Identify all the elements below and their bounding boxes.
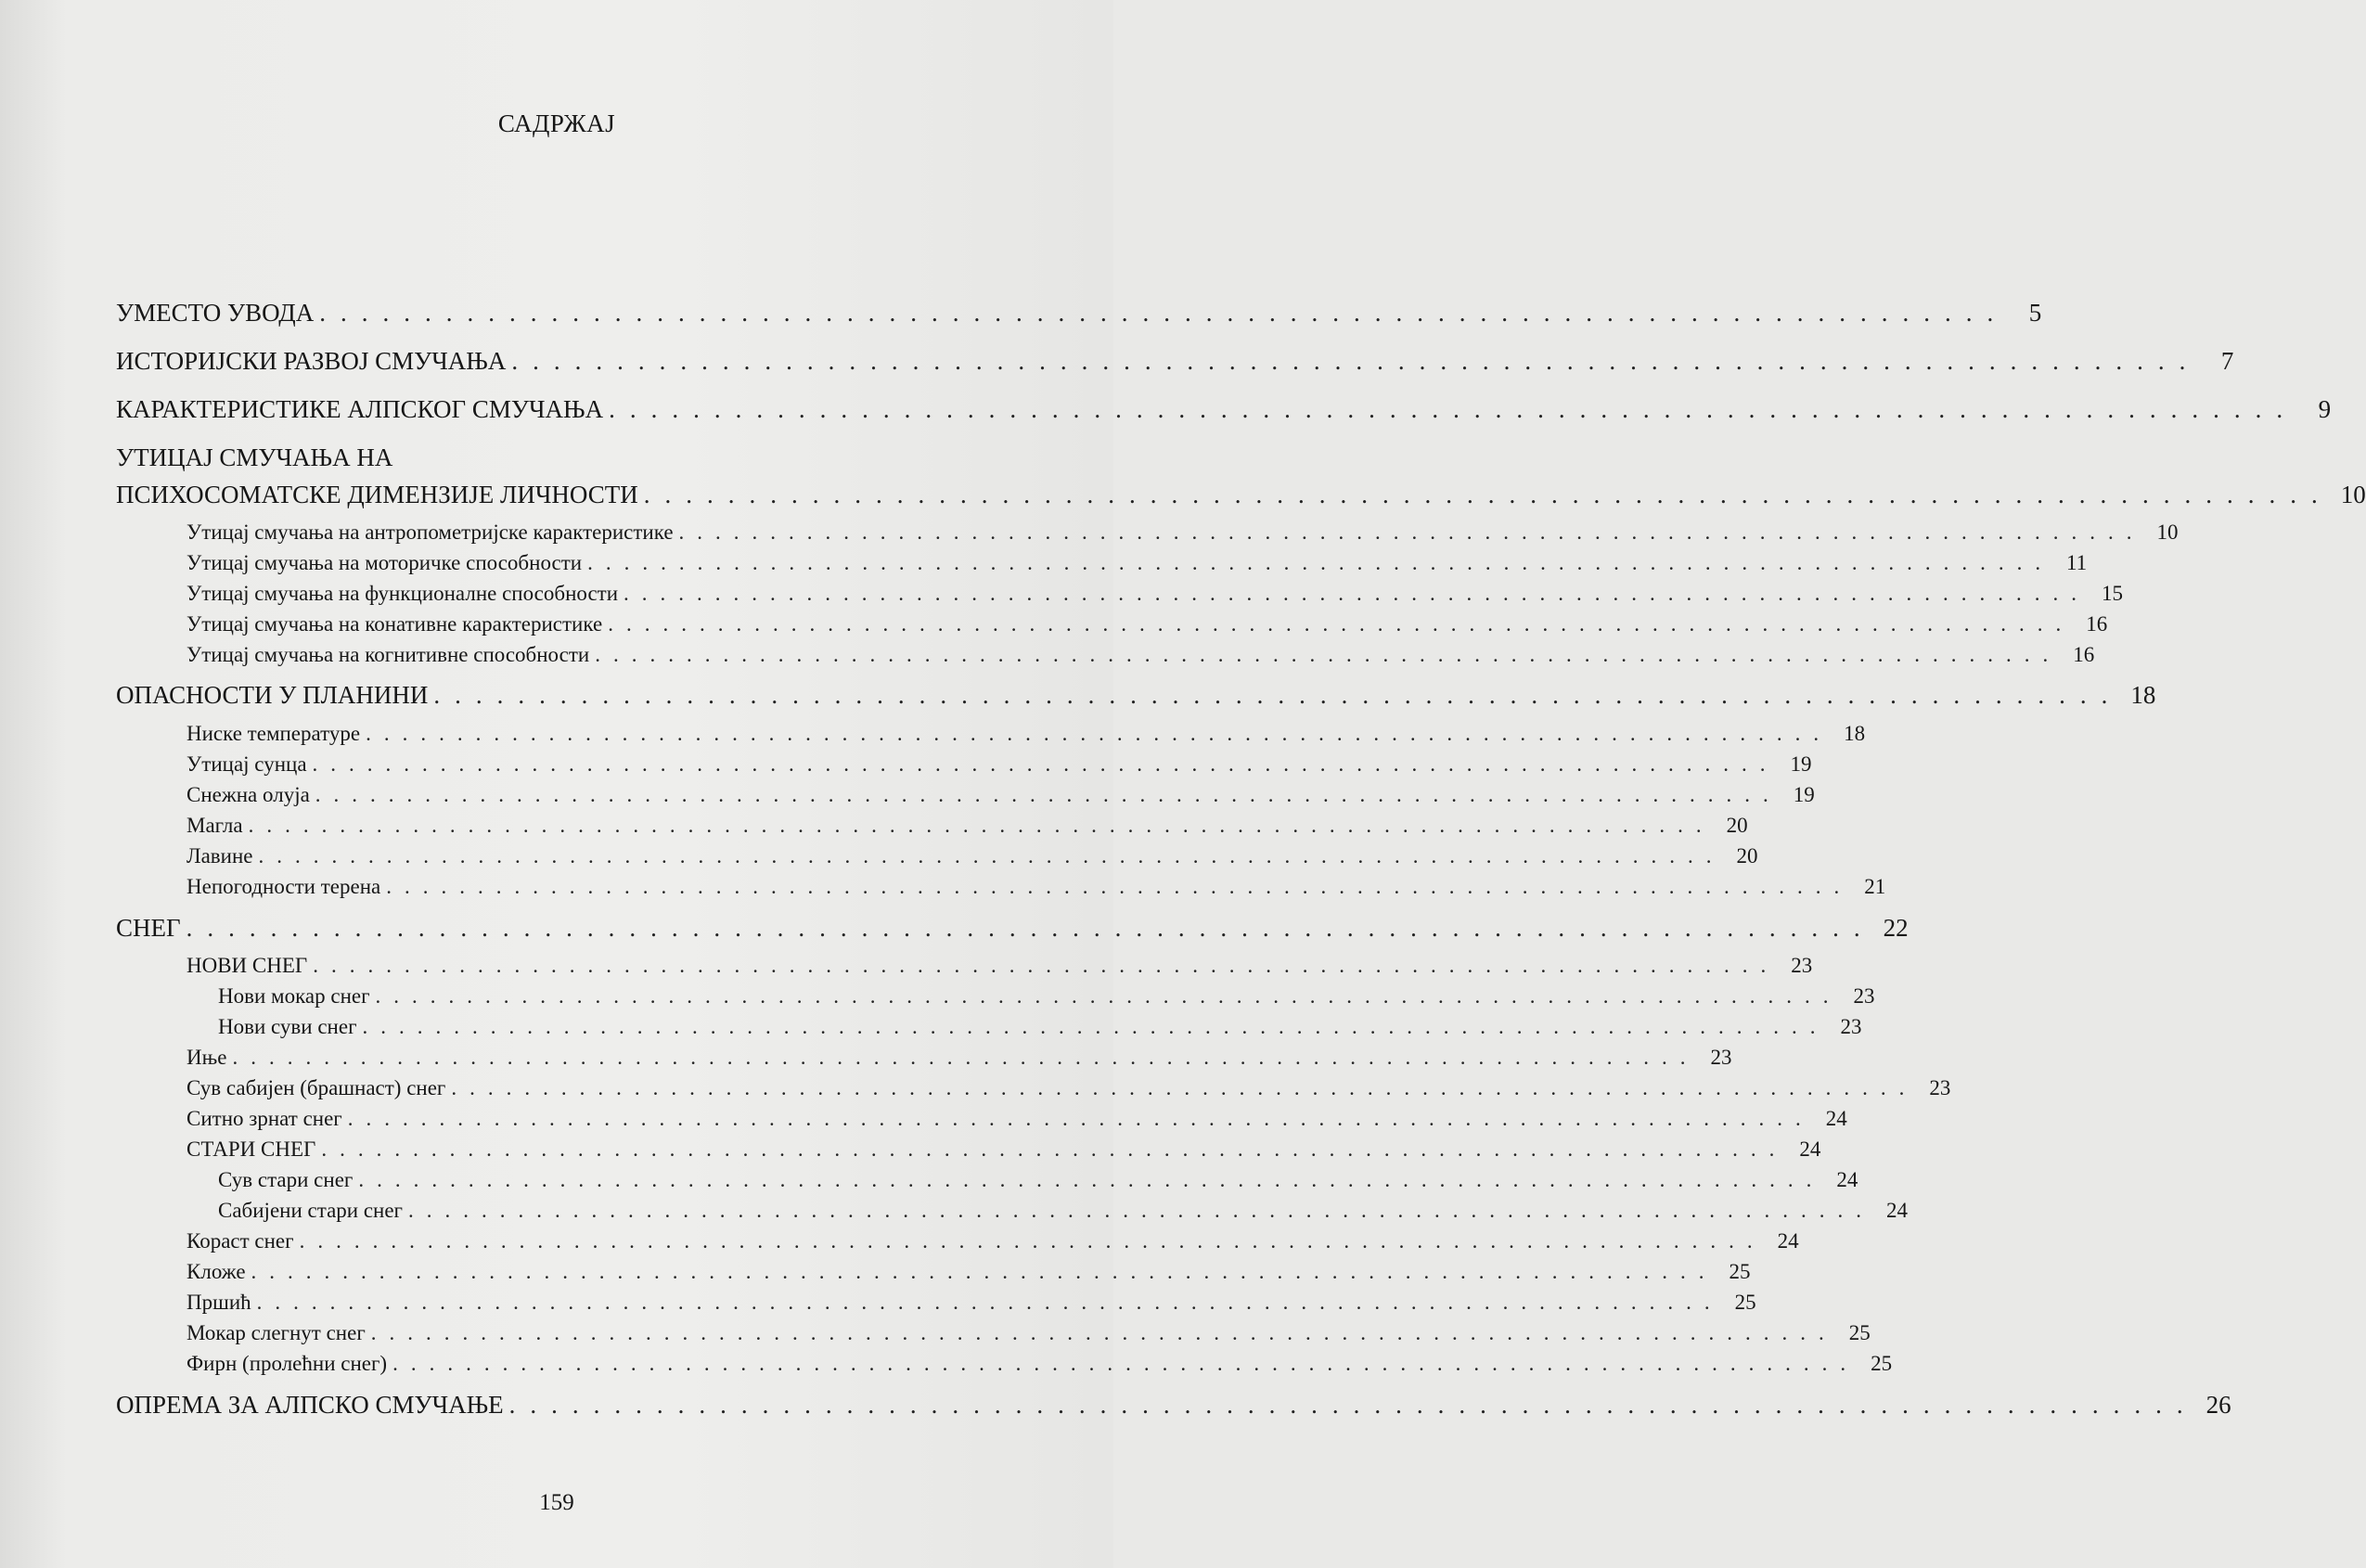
toc-entry bbox=[116, 984, 1875, 1009]
toc-page-number: 23 bbox=[1791, 954, 1813, 977]
toc-entry-title: Мокар слегнут снег bbox=[186, 1321, 366, 1344]
dot-leader: ................................................................................ bbox=[258, 844, 1725, 868]
toc-page-number: 5 bbox=[2028, 299, 2042, 327]
toc-entry bbox=[116, 395, 2332, 424]
toc-page-number: 16 bbox=[2086, 612, 2108, 636]
dot-leader: ................................................................................ bbox=[321, 1137, 1788, 1161]
dot-leader: ................................................................................ bbox=[358, 1168, 1825, 1191]
toc-page-number: 24 bbox=[1825, 1107, 1847, 1130]
dot-leader: ................................................................................ bbox=[362, 1015, 1829, 1038]
toc-entry-title: НОВИ СНЕГ bbox=[186, 954, 308, 977]
toc-entry-title: Утицај смучања на функционалне способности bbox=[186, 582, 619, 605]
dot-leader: ................................................................................ bbox=[511, 347, 2201, 375]
toc-page-number: 23 bbox=[1853, 984, 1875, 1008]
dot-leader: ................................................................................ bbox=[508, 1391, 2198, 1419]
toc-entry-title: ИСТОРИЈСКИ РАЗВОЈ СМУЧАЊА bbox=[116, 347, 507, 375]
toc-entry bbox=[116, 914, 1909, 943]
toc-entry bbox=[116, 347, 2234, 376]
dot-leader: ................................................................................ bbox=[624, 582, 2090, 605]
toc-page-number: 7 bbox=[2220, 347, 2234, 375]
dot-leader: ................................................................................ bbox=[299, 1229, 1766, 1253]
toc-entry bbox=[116, 299, 2042, 328]
dot-leader: ................................................................................ bbox=[256, 1291, 1723, 1314]
toc-entry-title: Снежна олуја bbox=[186, 783, 310, 806]
toc-entry-title: Кложе bbox=[186, 1260, 246, 1283]
dot-leader: ................................................................................ bbox=[370, 1321, 1837, 1344]
toc-entry-title: УТИЦАЈ СМУЧАЊА НА bbox=[116, 443, 393, 471]
dot-leader: ................................................................................ bbox=[375, 984, 1842, 1008]
toc-page-number: 11 bbox=[2065, 551, 2088, 574]
toc-page-number: 23 bbox=[1929, 1076, 1951, 1099]
toc-entry-title: ОПРЕМА ЗА АЛПСКО СМУЧАЊЕ bbox=[116, 1391, 504, 1419]
toc-entry bbox=[116, 1391, 2231, 1420]
toc-entry-title: ОПАСНОСТИ У ПЛАНИНИ bbox=[116, 681, 429, 709]
toc-entry bbox=[116, 722, 1866, 746]
toc-entry bbox=[116, 1168, 1858, 1192]
toc-entry-title: Ињe bbox=[186, 1046, 227, 1069]
dot-leader: ................................................................................ bbox=[313, 954, 1780, 977]
dot-leader: ................................................................................ bbox=[433, 681, 2123, 709]
toc-entry bbox=[116, 752, 1812, 777]
toc-entry-title: Фирн (пролећни снег) bbox=[186, 1352, 388, 1375]
toc-page-number: 25 bbox=[1871, 1352, 1893, 1375]
toc-entry bbox=[116, 521, 2179, 545]
toc-page-number: 25 bbox=[1848, 1321, 1871, 1344]
toc-entry-title: КАРАКТЕРИСТИКЕ АЛПСКОГ СМУЧАЊА bbox=[116, 395, 604, 423]
toc-entry bbox=[116, 1321, 1871, 1345]
toc-entry-title: Пршић bbox=[186, 1291, 251, 1314]
toc-page-number: 21 bbox=[1864, 875, 1886, 898]
toc-entry bbox=[116, 1199, 1908, 1223]
dot-leader: ................................................................................ bbox=[678, 521, 2145, 544]
toc-entry bbox=[116, 1076, 1951, 1100]
toc-entry bbox=[116, 814, 1748, 838]
toc-page-number: 20 bbox=[1736, 844, 1758, 868]
dot-leader: ................................................................................ bbox=[408, 1199, 1874, 1222]
dot-leader: ................................................................................ bbox=[366, 722, 1832, 745]
toc-entry-title: Утицај смучања на когнитивне способности bbox=[186, 643, 590, 666]
toc-entry bbox=[116, 1229, 1799, 1253]
dot-leader: ................................................................................ bbox=[587, 551, 2054, 574]
toc-page-number: 24 bbox=[1777, 1229, 1799, 1253]
toc-page-number: 15 bbox=[2102, 582, 2124, 605]
toc-entry bbox=[116, 1260, 1751, 1284]
dot-leader: ................................................................................ bbox=[595, 643, 2062, 666]
page-number: 159 bbox=[539, 1490, 574, 1515]
toc-entry-title: Непогодности терена bbox=[186, 875, 381, 898]
dot-leader: ................................................................................ bbox=[347, 1107, 1814, 1130]
toc-page-number: 18 bbox=[1844, 722, 1866, 745]
toc-entry-title: Кораст снег bbox=[186, 1229, 294, 1253]
toc-entry bbox=[116, 954, 1813, 978]
toc-entry bbox=[116, 551, 2088, 575]
dot-leader: ................................................................................ bbox=[312, 752, 1779, 776]
toc-entry-title: Утицај смучања на моторичке способности bbox=[186, 551, 583, 574]
toc-entry-title: Сабијени стари снег bbox=[218, 1199, 403, 1222]
toc-entry-title: Утицај смучања на конативне карактеристике bbox=[186, 612, 603, 636]
toc-entry bbox=[116, 1015, 1862, 1039]
toc-page-number: 24 bbox=[1799, 1137, 1821, 1161]
toc-entry bbox=[116, 1291, 1756, 1315]
toc-entry bbox=[116, 443, 1021, 472]
toc-entry bbox=[116, 875, 1886, 899]
page-title: САДРЖАЈ bbox=[497, 109, 616, 137]
toc-entry bbox=[116, 582, 2124, 606]
toc-page-number: 18 bbox=[2130, 681, 2156, 709]
toc-entry-title: Ниске температуре bbox=[186, 722, 361, 745]
toc-entry-title: Утицај смучања на антропометријске карактеристике bbox=[186, 521, 674, 544]
toc-page-number: 25 bbox=[1729, 1260, 1751, 1283]
toc-entry bbox=[116, 681, 2156, 710]
toc-page-number: 24 bbox=[1886, 1199, 1908, 1222]
toc-entry bbox=[116, 1352, 1893, 1376]
toc-entry bbox=[116, 612, 2108, 636]
toc-entry-title: УМЕСТО УВОДА bbox=[116, 299, 315, 327]
toc-page-number: 9 bbox=[2318, 395, 2332, 423]
dot-leader: ................................................................................ bbox=[451, 1076, 1918, 1099]
toc-entry bbox=[116, 643, 2095, 667]
toc-entry-title: Нови суви снег bbox=[218, 1015, 357, 1038]
dot-leader: ................................................................................ bbox=[319, 299, 2009, 327]
toc-page-number: 10 bbox=[2156, 521, 2179, 544]
toc-entry-title: Магла bbox=[186, 814, 243, 837]
toc-page-number: 19 bbox=[1793, 783, 1815, 806]
toc-page-number: 23 bbox=[1840, 1015, 1862, 1038]
dot-leader: ................................................................................ bbox=[248, 814, 1715, 837]
dot-leader: ................................................................................ bbox=[608, 612, 2075, 636]
toc-page-number: 22 bbox=[1883, 914, 1909, 942]
toc-entry-title: Нови мокар снег bbox=[218, 984, 370, 1008]
toc-page-number: 20 bbox=[1726, 814, 1748, 837]
toc-entry bbox=[116, 481, 2366, 509]
toc-page-number: 23 bbox=[1710, 1046, 1732, 1069]
toc-entry bbox=[116, 1107, 1847, 1131]
toc-page-number: 25 bbox=[1734, 1291, 1756, 1314]
toc-entry-title: СНЕГ bbox=[116, 914, 181, 942]
toc-entry-title: ПСИХОСОМАТСКЕ ДИМЕНЗИЈЕ ЛИЧНОСТИ bbox=[116, 481, 638, 508]
dot-leader: ................................................................................ bbox=[609, 395, 2298, 423]
toc-page-number: 10 bbox=[2340, 481, 2366, 508]
toc-page-number: 26 bbox=[2205, 1391, 2231, 1419]
toc-page-number: 16 bbox=[2073, 643, 2095, 666]
dot-leader: ................................................................................ bbox=[186, 914, 1875, 942]
toc-entry-title: Лавине bbox=[186, 844, 253, 868]
dot-leader: ................................................................................ bbox=[315, 783, 1781, 806]
toc-entry-title: СТАРИ СНЕГ bbox=[186, 1137, 316, 1161]
toc-entry bbox=[116, 844, 1758, 868]
toc-entry-title: Сув стари снег bbox=[218, 1168, 354, 1191]
dot-leader: ................................................................................ bbox=[251, 1260, 1717, 1283]
toc-entry-title: Сув сабијен (брашнаст) снег bbox=[186, 1076, 446, 1099]
toc-entry bbox=[116, 1046, 1732, 1070]
dot-leader: ................................................................................ bbox=[643, 481, 2333, 508]
toc-page-number: 19 bbox=[1790, 752, 1812, 776]
dot-leader: ................................................................................ bbox=[392, 1352, 1859, 1375]
dot-leader: ................................................................................ bbox=[386, 875, 1853, 898]
toc-page-number: 24 bbox=[1836, 1168, 1858, 1191]
toc-entry-title: Ситно зрнат снег bbox=[186, 1107, 342, 1130]
toc-entry bbox=[116, 1137, 1821, 1162]
toc-entry-title: Утицај сунца bbox=[186, 752, 307, 776]
toc-entry bbox=[116, 783, 1815, 807]
dot-leader: ................................................................................ bbox=[232, 1046, 1699, 1069]
